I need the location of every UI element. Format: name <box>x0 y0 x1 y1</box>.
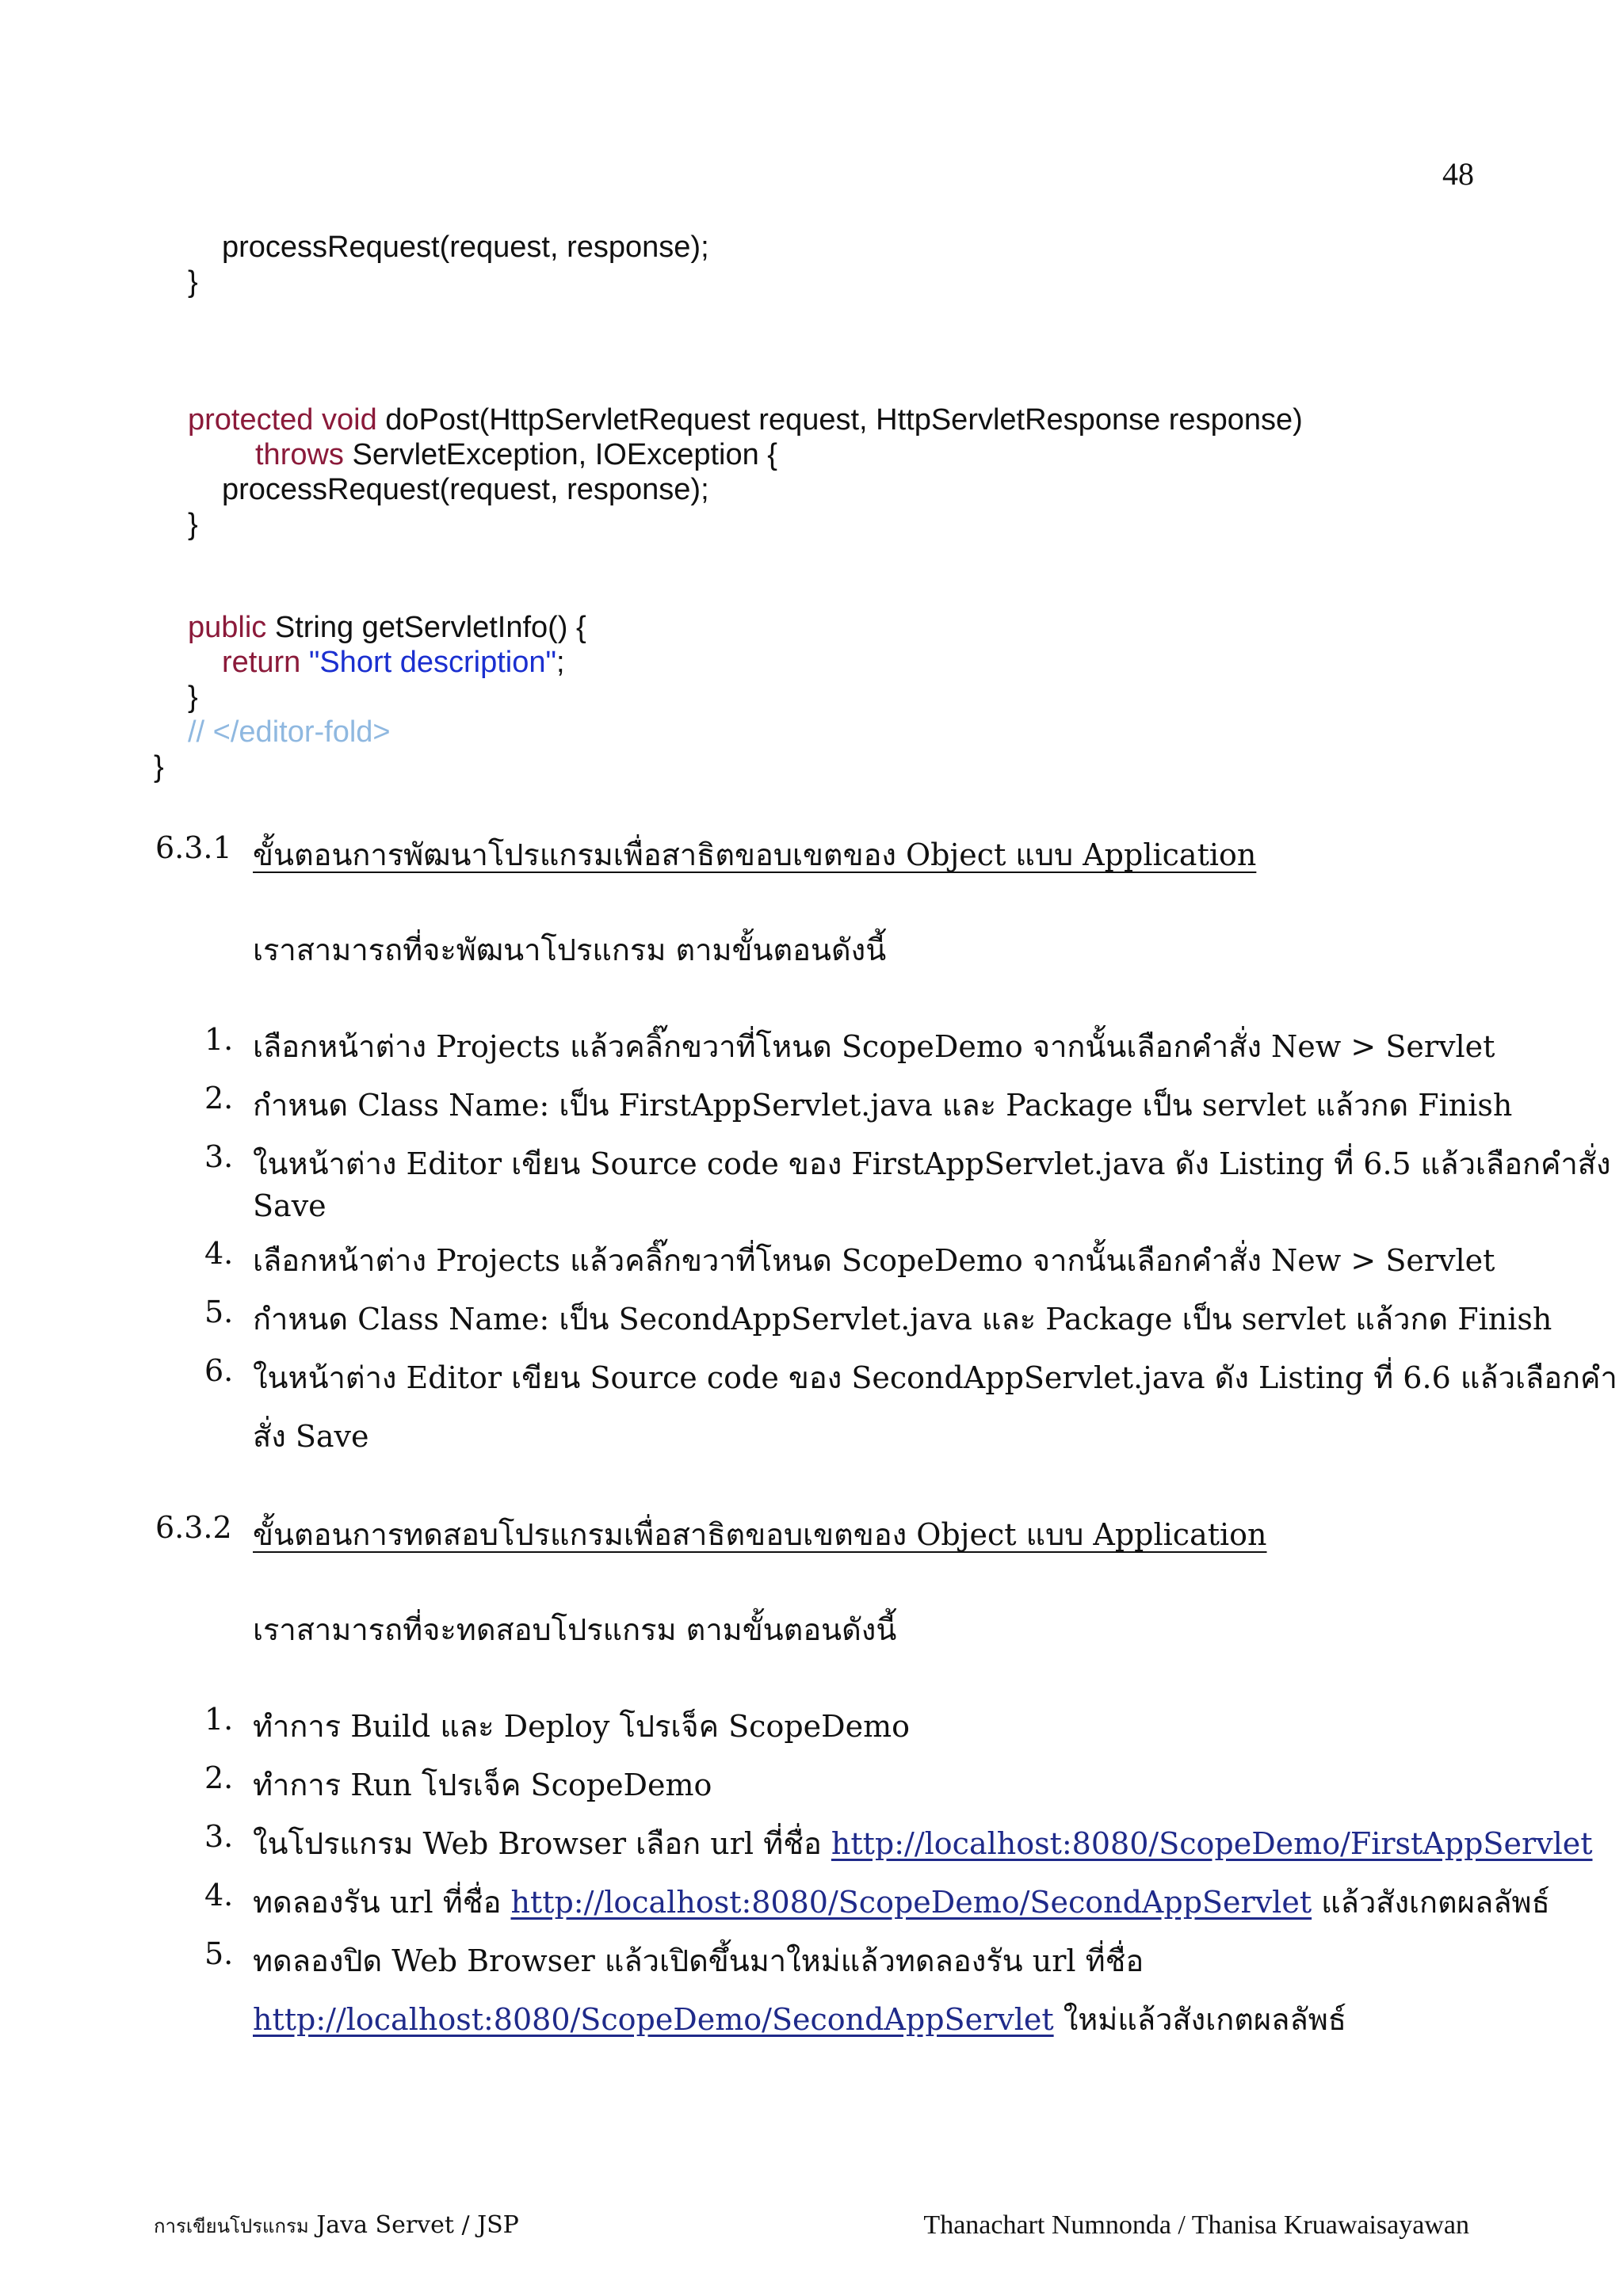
list-number: 6. <box>204 1353 234 1388</box>
section-number: 6.3.2 <box>155 1510 232 1545</box>
list-number: 5. <box>204 1936 234 1971</box>
list-text: ทำการ Build และ Deploy โปรเจ็ค ScopeDemo <box>253 1709 911 1744</box>
list-number: 2. <box>204 1760 234 1795</box>
list-text: กำหนด Class Name: เป็น FirstAppServlet.java และ Package เป็น servlet แล้วกด Finish <box>253 1088 1513 1123</box>
section-number: 6.3.1 <box>155 830 232 865</box>
footer-thai-text: การเขียนโปรแกรม <box>154 2215 309 2237</box>
code-comment: // </editor-fold> <box>188 715 391 749</box>
code-text: ServletException, IOException { <box>343 438 777 471</box>
list-text-suffix: ใหม่แล้วสังเกตผลลัพธ์ <box>1053 2002 1346 2037</box>
list-text: กำหนด Class Name: เป็น SecondAppServlet.java และ Package เป็น servlet แล้วกด Finish <box>253 1302 1552 1337</box>
code-line: processRequest(request, response); <box>222 473 709 506</box>
list-number: 1. <box>204 1022 234 1057</box>
list-text-continued: สั่ง Save <box>253 1419 369 1454</box>
section-intro: เราสามารถที่จะพัฒนาโปรแกรม ตามขั้นตอนดังนี้ <box>253 933 887 967</box>
section-intro: เราสามารถที่จะทดสอบโปรแกรม ตามขั้นตอนดังนี้ <box>253 1612 897 1647</box>
footer-authors: Thanachart Numnonda / Thanisa Kruawaisayawan <box>923 2210 1469 2240</box>
code-line: processRequest(request, response); <box>222 231 709 264</box>
code-line: } <box>188 265 198 299</box>
url-link[interactable]: http://localhost:8080/ScopeDemo/SecondAppServlet <box>510 1885 1312 1920</box>
list-number: 4. <box>204 1236 234 1271</box>
list-text-continued <box>253 1995 1346 2043</box>
list-text-suffix: แล้วสังเกตผลลัพธ์ <box>1312 1885 1550 1920</box>
list-text: ทำการ Run โปรเจ็ค ScopeDemo <box>253 1768 712 1802</box>
code-text: ; <box>556 646 565 679</box>
list-text-prefix: ในโปรแกรม Web Browser เลือก url ที่ชื่อ <box>253 1826 831 1861</box>
url-link[interactable]: http://localhost:8080/ScopeDemo/FirstAppServlet <box>831 1826 1593 1861</box>
list-text: เลือกหน้าต่าง Projects แล้วคลิ๊กขวาที่โหนด ScopeDemo จากนั้นเลือกคำสั่ง New > Servlet <box>253 1243 1495 1278</box>
code-line: } <box>188 508 198 541</box>
list-text: ในหน้าต่าง Editor เขียน Source code ของ SecondAppServlet.java ดัง Listing ที่ 6.6 แล้วเลือกคำ <box>253 1360 1617 1395</box>
code-keyword: return <box>222 646 301 679</box>
list-text <box>253 1878 1550 1926</box>
url-link[interactable]: http://localhost:8080/ScopeDemo/SecondAppServlet <box>253 2002 1054 2037</box>
code-line <box>222 645 565 680</box>
list-number: 3. <box>204 1819 234 1854</box>
list-number: 5. <box>204 1295 234 1329</box>
list-number: 2. <box>204 1081 234 1116</box>
list-text-prefix: ทดลองรัน url ที่ชื่อ <box>253 1885 511 1920</box>
code-line <box>188 610 586 645</box>
section-title: ขั้นตอนการทดสอบโปรแกรมเพื่อสาธิตขอบเขตของ Object แบบ Application <box>253 1517 1267 1552</box>
list-text: ทดลองปิด Web Browser แล้วเปิดขึ้นมาใหม่แล้วทดลองรัน url ที่ชื่อ <box>253 1943 1144 1978</box>
code-line: } <box>154 750 164 784</box>
list-text: เลือกหน้าต่าง Projects แล้วคลิ๊กขวาที่โหนด ScopeDemo จากนั้นเลือกคำสั่ง New > Servlet <box>253 1029 1495 1064</box>
code-text: String getServletInfo() { <box>266 611 586 644</box>
footer-book-title <box>154 2210 519 2241</box>
code-text: doPost(HttpServletRequest request, HttpServletResponse response) <box>376 403 1303 437</box>
code-line <box>188 402 1303 437</box>
section-title: ขั้นตอนการพัฒนาโปรแกรมเพื่อสาธิตขอบเขตของ Object แบบ Application <box>253 837 1257 872</box>
code-line: } <box>188 681 198 714</box>
code-keyword: throws <box>255 438 344 471</box>
list-number: 3. <box>204 1139 234 1174</box>
list-text <box>253 1819 1593 1867</box>
page-number: 48 <box>1442 156 1474 192</box>
code-keyword: protected void <box>188 403 377 437</box>
list-number: 1. <box>204 1702 234 1737</box>
list-text-continued: Save <box>253 1188 327 1223</box>
code-line <box>255 437 777 472</box>
code-keyword: public <box>188 611 267 644</box>
list-text: ในหน้าต่าง Editor เขียน Source code ของ FirstAppServlet.java ดัง Listing ที่ 6.5 แล้วเลือกคำสั่ง <box>253 1146 1611 1181</box>
footer-english-text: Java Servet / JSP <box>308 2211 519 2239</box>
code-string: "Short description" <box>308 646 556 679</box>
list-number: 4. <box>204 1878 234 1913</box>
